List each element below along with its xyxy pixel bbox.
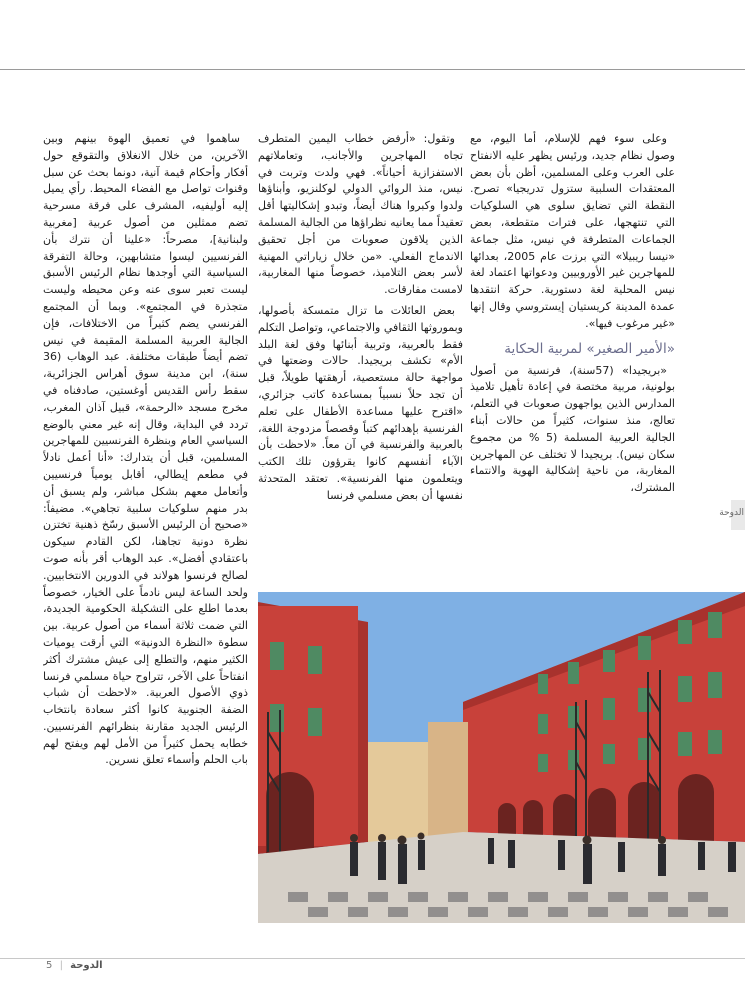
photo-distant-building <box>368 742 428 842</box>
street-photo <box>258 592 745 923</box>
paragraph: بعض العائلات ما تزال متمسكة بأصولها، وبموروثها الثقافي والاجتماعي، وتواصل التكلم فقط بالعربية، وتربية أبنائها وفق لغة البلد الأم» تكشف بريجيدا. حالات وضعتها في مواجهة حالة مستعصية، أرهقتها طويلاً، قبل أن تجد حلاً نسبياً بمساعدة كاتب جزائري، «اقترح عليها مساعدة الأطفال على تعلم الفرنسية بإهدائهم كتباً وقصصاً مزدوجة اللغة، بالعربية والفرنسية في آن معاً. «لاحظت بأن الآباء أنفسهم كانوا يقرؤون تلك الكتب ويتعلمون منها الفرنسية». تعتقد المتحدثة نفسها أن بعض مسلمي فرنسا <box>258 303 463 502</box>
photo-distant-building <box>428 722 468 837</box>
article-column-middle <box>258 131 463 589</box>
side-tab <box>719 500 745 530</box>
photo-arcade-left <box>266 772 314 854</box>
paragraph: «بريجيدا» (57سنة)، فرنسية من أصول بولونية، مربية مختصة في إعادة تأهيل تلاميذ المدارس الذين يواجهون صعوبات في التعلم، تعالج، منذ سنوات، كثيراً من حالات أبناء الجالية العربية المسلمة (5 % من مجموع سكان نيس). بريجيدا لا تختلف عن المهاجرين المغاربة، من ناحية إشكالية الهوية والانتماء المشترك، <box>470 363 675 495</box>
article-column-left <box>43 131 248 951</box>
page-footer <box>40 960 103 971</box>
magazine-name: الدوحة <box>70 960 103 971</box>
header-rule <box>0 69 745 70</box>
article-column-right <box>470 131 675 516</box>
footer-separator: | <box>59 960 63 971</box>
paragraph: وتقول: «أرفض خطاب اليمين المتطرف تجاه المهاجرين والأجانب، وتعاملاتهم الاستفزازية أحياناً». فهي ولدت وتربت في نيس، منذ الروائي الدولي لوكلنزيو، وأبناؤها ولدوا وكبروا هناك أيضاً، وتبدو إشكاليتها أقل تعقيداً مما يعانيه نظراؤها من الجالية المسلمة الذين يلاقون صعوبات من أجل تحقيق الاندماج الفعلي. «من خلال زياراتي المهنية لأسر بعض التلاميذ، خصوصاً منها المغاربية، لامست مفارقات. <box>258 132 463 297</box>
page-number: 5 <box>46 960 53 971</box>
paragraph: وعلى سوء فهم للإسلام، أما اليوم، مع وصول نظام جديد، ورئيس يظهر عليه الانفتاح على العرب وعلى المسلمين، أظن بأن بعض المعتقدات السلبية ستزول تدريجيا» تصرح. النقطة التي تضايق سلوى هي السلوكيات التي تنتهجها، على فترات متقطعة، بعض الجماعات المتطرفة في نيس، مثل جماعة «نيسا ريبيلا» التي برزت عام 2005، بعدائها للمهاجرين غير الأوروبيين ودعواتها اعتماد لغة نيس المحلية لغة دستورية. حركة انتقدها عمدة المدينة كريستيان إيستروسي وقال إنها «غير مرغوب فيها». <box>470 132 675 330</box>
side-tab-text: الدوحة <box>719 508 744 518</box>
section-heading: «الأمير الصغير» لمربية الحكاية <box>504 340 675 357</box>
footer-rule <box>0 958 745 959</box>
paragraph: ساهموا في تعميق الهوة بينهم وبين الآخرين، من خلال الانغلاق والتقوقع حول أفكار وأحكام قيمة آنية، دونما بحث عن سبل وقنوات تواصل مع الفضاء المحيط. رأي يميل إليه أوليفيه، المشرف على فرقة مسرحية تضم ممثلين من أصول عربية [مغربية ولبنانية]، مصرحاً: «علينا أن نترك بأن الفرنسيين ليسوا متشابهين، وحالة التفرقة السياسية التي أوجدها نظام الرئيس الأسبق ليست تعبر سوى عنه وعن محيطه وليست متجذرة في المجتمع». وبما أن المجتمع الفرنسي يضم كثيراً من الاختلافات، فإن الجالية العربية المسلمة المقيمة في نيس تضم أيضاً طبقات مختلفة. عبد الوهاب (36 سنة)، ابن مدينة سوق أهراس الجزائرية، سقط رأس القديس أوغستين، صادفناه في مخرج مسجد «الرحمة»، قبيل آذان المغرب، تردد في البداية، وقال إنه غير معني بالوضع السياسي العام وبنظرة الفرنسيين للمهاجرين المسلمين، قبل أن يتدارك: «أنا أعمل نادلاً في مطعم إيطالي، أقابل يومياً فرنسيين وأتعامل معهم بشكل مباشر، ولم يسبق أن بدر منهم سلوكيات سلبية تجاهي». مضيفاً: «صحيح أن الرئيس الأسبق رسّخ ذهنية تختزن نظرة دونية تجاهنا، لكن القادم سيكون باعتقادي أفضل». عبد الوهاب أقر بأنه صوت لصالح فرنسوا هولاند في الدورين الانتخابيين. ولحد الساعة ليس نادماً على الخيار، خصوصاً بعدما اطلع على التشكيلة الحكومية الجديدة، التي ضمت ثلاثة أسماء من أصول عربية. بين سطوة «النظرة الدونية» التي أرقت يوميات الكثير منهم، والتطلع إلى عيش مشترك أكثر انفتاحاً على الآخر، تتراوح حياة مسلمي فرنسا ذوي الأصول العربية. «لاحظت أن شباب الضفة الجنوبية كانوا أكثر سعادة بانتخاب الرئيس الجديد مقارنة بنظرائهم الفرنسيين. خطابه يحمل كثيراً من الأمل لهم ويفتح لهم باب الحلم وأسماء تعلق نسرين. <box>43 132 248 767</box>
